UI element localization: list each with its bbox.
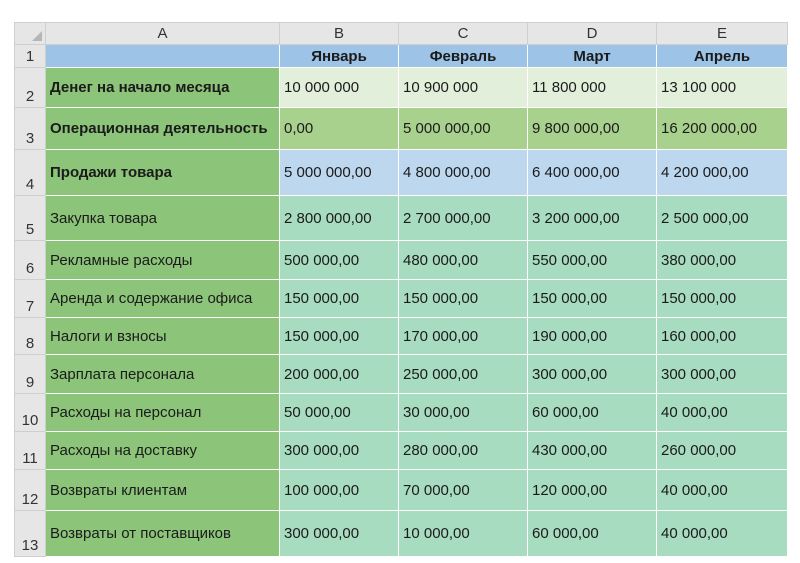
row-header[interactable]: 4 <box>15 150 46 196</box>
value-cell[interactable]: 3 200 000,00 <box>528 196 657 241</box>
value-cell[interactable]: 250 000,00 <box>399 355 528 394</box>
table-row <box>15 45 788 68</box>
value-cell[interactable]: 6 400 000,00 <box>528 150 657 196</box>
value-cell[interactable]: 4 200 000,00 <box>657 150 788 196</box>
table-row <box>15 280 788 318</box>
row-label-cell[interactable]: Продажи товара <box>46 150 280 196</box>
column-header-a[interactable]: A <box>46 23 280 45</box>
row-header[interactable]: 10 <box>15 394 46 432</box>
table-row <box>15 150 788 196</box>
row-header[interactable]: 9 <box>15 355 46 394</box>
value-cell[interactable]: 0,00 <box>280 108 399 150</box>
value-cell[interactable]: 16 200 000,00 <box>657 108 788 150</box>
table-row <box>15 68 788 108</box>
row-label-cell[interactable]: Рекламные расходы <box>46 241 280 280</box>
value-cell[interactable]: 380 000,00 <box>657 241 788 280</box>
table-row <box>15 355 788 394</box>
value-cell[interactable]: 200 000,00 <box>280 355 399 394</box>
row-label-cell[interactable]: Аренда и содержание офиса <box>46 280 280 318</box>
row-header[interactable]: 6 <box>15 241 46 280</box>
row-label-cell[interactable]: Расходы на доставку <box>46 432 280 470</box>
cell-month[interactable]: Февраль <box>399 45 528 68</box>
row-header-1[interactable]: 1 <box>15 45 46 68</box>
value-cell[interactable]: 100 000,00 <box>280 470 399 511</box>
value-cell[interactable]: 430 000,00 <box>528 432 657 470</box>
value-cell[interactable]: 30 000,00 <box>399 394 528 432</box>
row-header[interactable]: 8 <box>15 318 46 355</box>
row-header[interactable]: 7 <box>15 280 46 318</box>
row-label-cell[interactable]: Возвраты клиентам <box>46 470 280 511</box>
value-cell[interactable]: 120 000,00 <box>528 470 657 511</box>
value-cell[interactable]: 70 000,00 <box>399 470 528 511</box>
row-header[interactable]: 13 <box>15 511 46 557</box>
value-cell[interactable]: 2 500 000,00 <box>657 196 788 241</box>
select-all-corner[interactable] <box>15 23 46 45</box>
cell-month[interactable]: Март <box>528 45 657 68</box>
value-cell[interactable]: 4 800 000,00 <box>399 150 528 196</box>
row-header[interactable]: 3 <box>15 108 46 150</box>
value-cell[interactable]: 40 000,00 <box>657 470 788 511</box>
table-row <box>15 511 788 557</box>
column-header-c[interactable]: C <box>399 23 528 45</box>
row-label-cell[interactable]: Возвраты от поставщиков <box>46 511 280 557</box>
value-cell[interactable]: 170 000,00 <box>399 318 528 355</box>
value-cell[interactable]: 40 000,00 <box>657 511 788 557</box>
row-label-cell[interactable]: Операционная деятельность <box>46 108 280 150</box>
column-header-d[interactable]: D <box>528 23 657 45</box>
value-cell[interactable]: 5 000 000,00 <box>280 150 399 196</box>
row-label-cell[interactable]: Налоги и взносы <box>46 318 280 355</box>
row-label-cell[interactable]: Денег на начало месяца <box>46 68 280 108</box>
row-label-cell[interactable]: Зарплата персонала <box>46 355 280 394</box>
value-cell[interactable]: 13 100 000 <box>657 68 788 108</box>
value-cell[interactable]: 480 000,00 <box>399 241 528 280</box>
value-cell[interactable]: 300 000,00 <box>280 511 399 557</box>
value-cell[interactable]: 10 000,00 <box>399 511 528 557</box>
value-cell[interactable]: 9 800 000,00 <box>528 108 657 150</box>
value-cell[interactable]: 500 000,00 <box>280 241 399 280</box>
cell-month[interactable]: Апрель <box>657 45 788 68</box>
value-cell[interactable]: 10 000 000 <box>280 68 399 108</box>
table-row <box>15 241 788 280</box>
value-cell[interactable]: 150 000,00 <box>657 280 788 318</box>
value-cell[interactable]: 10 900 000 <box>399 68 528 108</box>
row-label-cell[interactable]: Закупка товара <box>46 196 280 241</box>
cell-month[interactable]: Январь <box>280 45 399 68</box>
column-header-row <box>15 23 788 45</box>
value-cell[interactable]: 550 000,00 <box>528 241 657 280</box>
value-cell[interactable]: 150 000,00 <box>280 318 399 355</box>
value-cell[interactable]: 60 000,00 <box>528 511 657 557</box>
value-cell[interactable]: 190 000,00 <box>528 318 657 355</box>
value-cell[interactable]: 300 000,00 <box>657 355 788 394</box>
value-cell[interactable]: 300 000,00 <box>528 355 657 394</box>
spreadsheet-grid <box>14 22 788 557</box>
value-cell[interactable]: 5 000 000,00 <box>399 108 528 150</box>
row-label-cell[interactable]: Расходы на персонал <box>46 394 280 432</box>
value-cell[interactable]: 160 000,00 <box>657 318 788 355</box>
table-row <box>15 196 788 241</box>
value-cell[interactable]: 260 000,00 <box>657 432 788 470</box>
column-header-e[interactable]: E <box>657 23 788 45</box>
value-cell[interactable]: 40 000,00 <box>657 394 788 432</box>
row-header[interactable]: 5 <box>15 196 46 241</box>
value-cell[interactable]: 50 000,00 <box>280 394 399 432</box>
table-row <box>15 108 788 150</box>
row-header[interactable]: 11 <box>15 432 46 470</box>
row-header[interactable]: 12 <box>15 470 46 511</box>
table-row <box>15 432 788 470</box>
value-cell[interactable]: 150 000,00 <box>399 280 528 318</box>
cell-a1[interactable] <box>46 45 280 68</box>
table-row <box>15 318 788 355</box>
table-row <box>15 470 788 511</box>
table-row <box>15 394 788 432</box>
value-cell[interactable]: 11 800 000 <box>528 68 657 108</box>
value-cell[interactable]: 2 800 000,00 <box>280 196 399 241</box>
select-all-triangle-icon <box>32 31 42 41</box>
value-cell[interactable]: 300 000,00 <box>280 432 399 470</box>
value-cell[interactable]: 150 000,00 <box>528 280 657 318</box>
column-header-b[interactable]: B <box>280 23 399 45</box>
value-cell[interactable]: 150 000,00 <box>280 280 399 318</box>
value-cell[interactable]: 2 700 000,00 <box>399 196 528 241</box>
value-cell[interactable]: 280 000,00 <box>399 432 528 470</box>
value-cell[interactable]: 60 000,00 <box>528 394 657 432</box>
row-header[interactable]: 2 <box>15 68 46 108</box>
